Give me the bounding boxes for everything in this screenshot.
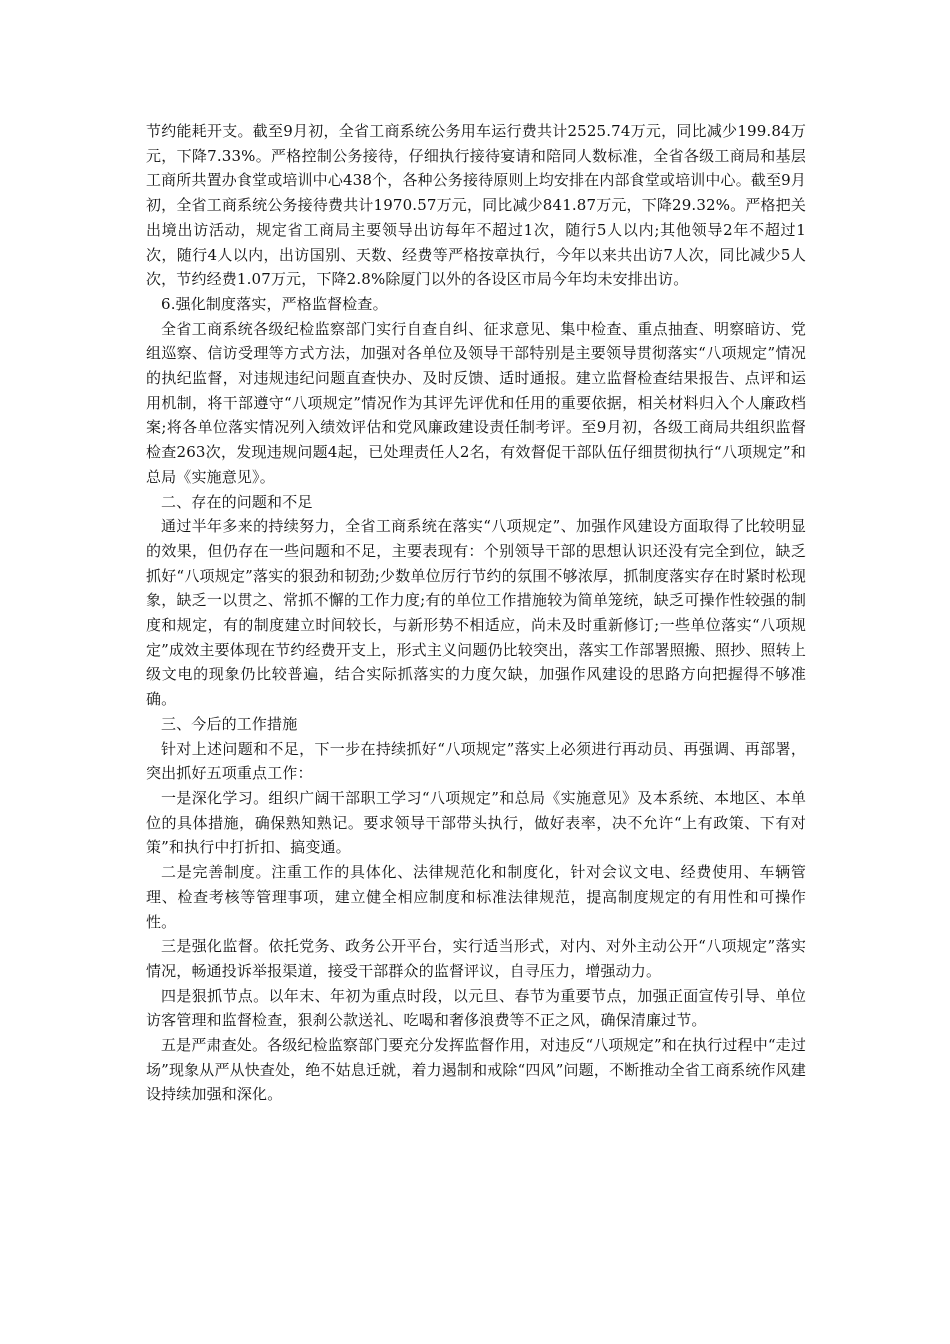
- section-heading-6: 6.强化制度落实，严格监督检查。: [161, 294, 388, 313]
- paragraph-problems: 通过半年多来的持续努力，全省工商系统在落实“八项规定”、加强作风建设方面取得了比较明显的效果，但仍存在一些问题和不足，主要表现有：个别领导干部的思想认识还没有完全到位，缺乏抓好“八项规定”落实的狠劲和韧劲;少数单位厉行节约的氛围不够浓厚，抓制度落实存在时紧时松现象，缺乏一以贯之、常抓不懈的工作力度;有的单位工作措施较为简单笼统，缺乏可操作性较强的制度和规定，有的制度建立时间较长，与新形势不相适应，尚未及时重新修订;一些单位落实“八项规定”成效主要体现在节约经费开支上，形式主义问题仍比较突出，落实工作部署照搬、照抄、照转上级文电的现象仍比较普遍，结合实际抓落实的力度欠缺，加强作风建设的思路方向把握得不够准确。: [146, 517, 806, 709]
- section-heading-measures: 三、今后的工作措施: [161, 714, 298, 733]
- paragraph-measure-1: 一是深化学习。组织广阔干部职工学习“八项规定”和总局《实施意见》及本系统、本地区、本单位的具体措施，确保熟知熟记。要求领导干部带头执行，做好表率，决不允许“上有政策、下有对策”和执行中打折扣、搞变通。: [146, 788, 806, 857]
- paragraph-continuation: 节约能耗开支。截至9月初，全省工商系统公务用车运行费共计2525.74万元，同比减少199.84万元，下降7.33%。严格控制公务接待，仔细执行接待宴请和陪同人数标准，全省各级工商局和基层工商所共置办食堂或培训中心438个，各种公务接待原则上均安排在内部食堂或培训中心。截至9月初，全省工商系统公务接待费共计1970.57万元，同比减少841.87万元，下降29.32%。严格把关出境出访活动，规定省工商局主要领导出访每年不超过1次，随行5人以内;其他领导2年不超过1次，随行4人以内，出访国别、天数、经费等严格按章执行，今年以来共出访7人次，同比减少5人次，节约经费1.07万元，下降2.8%除厦门以外的各设区市局今年均未安排出访。: [146, 122, 806, 289]
- paragraph-measure-4: 四是狠抓节点。以年末、年初为重点时段，以元旦、春节为重要节点，加强正面宣传引导、单位访客管理和监督检查，狠刹公款送礼、吃喝和奢侈浪费等不正之风，确保清廉过节。: [146, 986, 806, 1030]
- document-page: [146, 119, 806, 1107]
- paragraph-measure-3: 三是强化监督。依托党务、政务公开平台，实行适当形式，对内、对外主动公开“八项规定”落实情况，畅通投诉举报渠道，接受干部群众的监督评议，自寻压力，增强动力。: [146, 937, 806, 980]
- paragraph-measure-5: 五是严肃查处。各级纪检监察部门要充分发挥监督作用，对违反“八项规定”和在执行过程中“走过场”现象从严从快查处，绝不姑息迁就，着力遏制和戒除“四风”问题，不断推动全省工商系统作风建设持续加强和深化。: [146, 1036, 806, 1104]
- paragraph-measure-2: 二是完善制度。注重工作的具体化、法律规范化和制度化，针对会议文电、经费使用、车辆管理、检查考核等管理事项，建立健全相应制度和标准法律规范，提高制度规定的有用性和可操作性。: [146, 863, 806, 931]
- section-heading-problems: 二、存在的问题和不足: [161, 492, 313, 511]
- paragraph-measures-intro: 针对上述问题和不足，下一步在持续抓好“八项规定”落实上必须进行再动员、再强调、再部署，突出抓好五项重点工作：: [146, 739, 806, 783]
- paragraph-supervision: 全省工商系统各级纪检监察部门实行自查自纠、征求意见、集中检查、重点抽查、明察暗访、党组巡察、信访受理等方式方法，加强对各单位及领导干部特别是主要领导贯彻落实“八项规定”情况的执纪监督，对违规违纪问题直查快办、及时反馈、适时通报。建立监督检查结果报告、点评和运用机制，将干部遵守“八项规定”情况作为其评先评优和任用的重要依据，相关材料归入个人廉政档案;将各单位落实情况列入绩效评估和党风廉政建设责任制考评。至9月初，各级工商局共组织监督检查263次，发现违规问题4起，已处理责任人2名，有效督促干部队伍仔细贯彻执行“八项规定”和总局《实施意见》。: [146, 319, 806, 486]
